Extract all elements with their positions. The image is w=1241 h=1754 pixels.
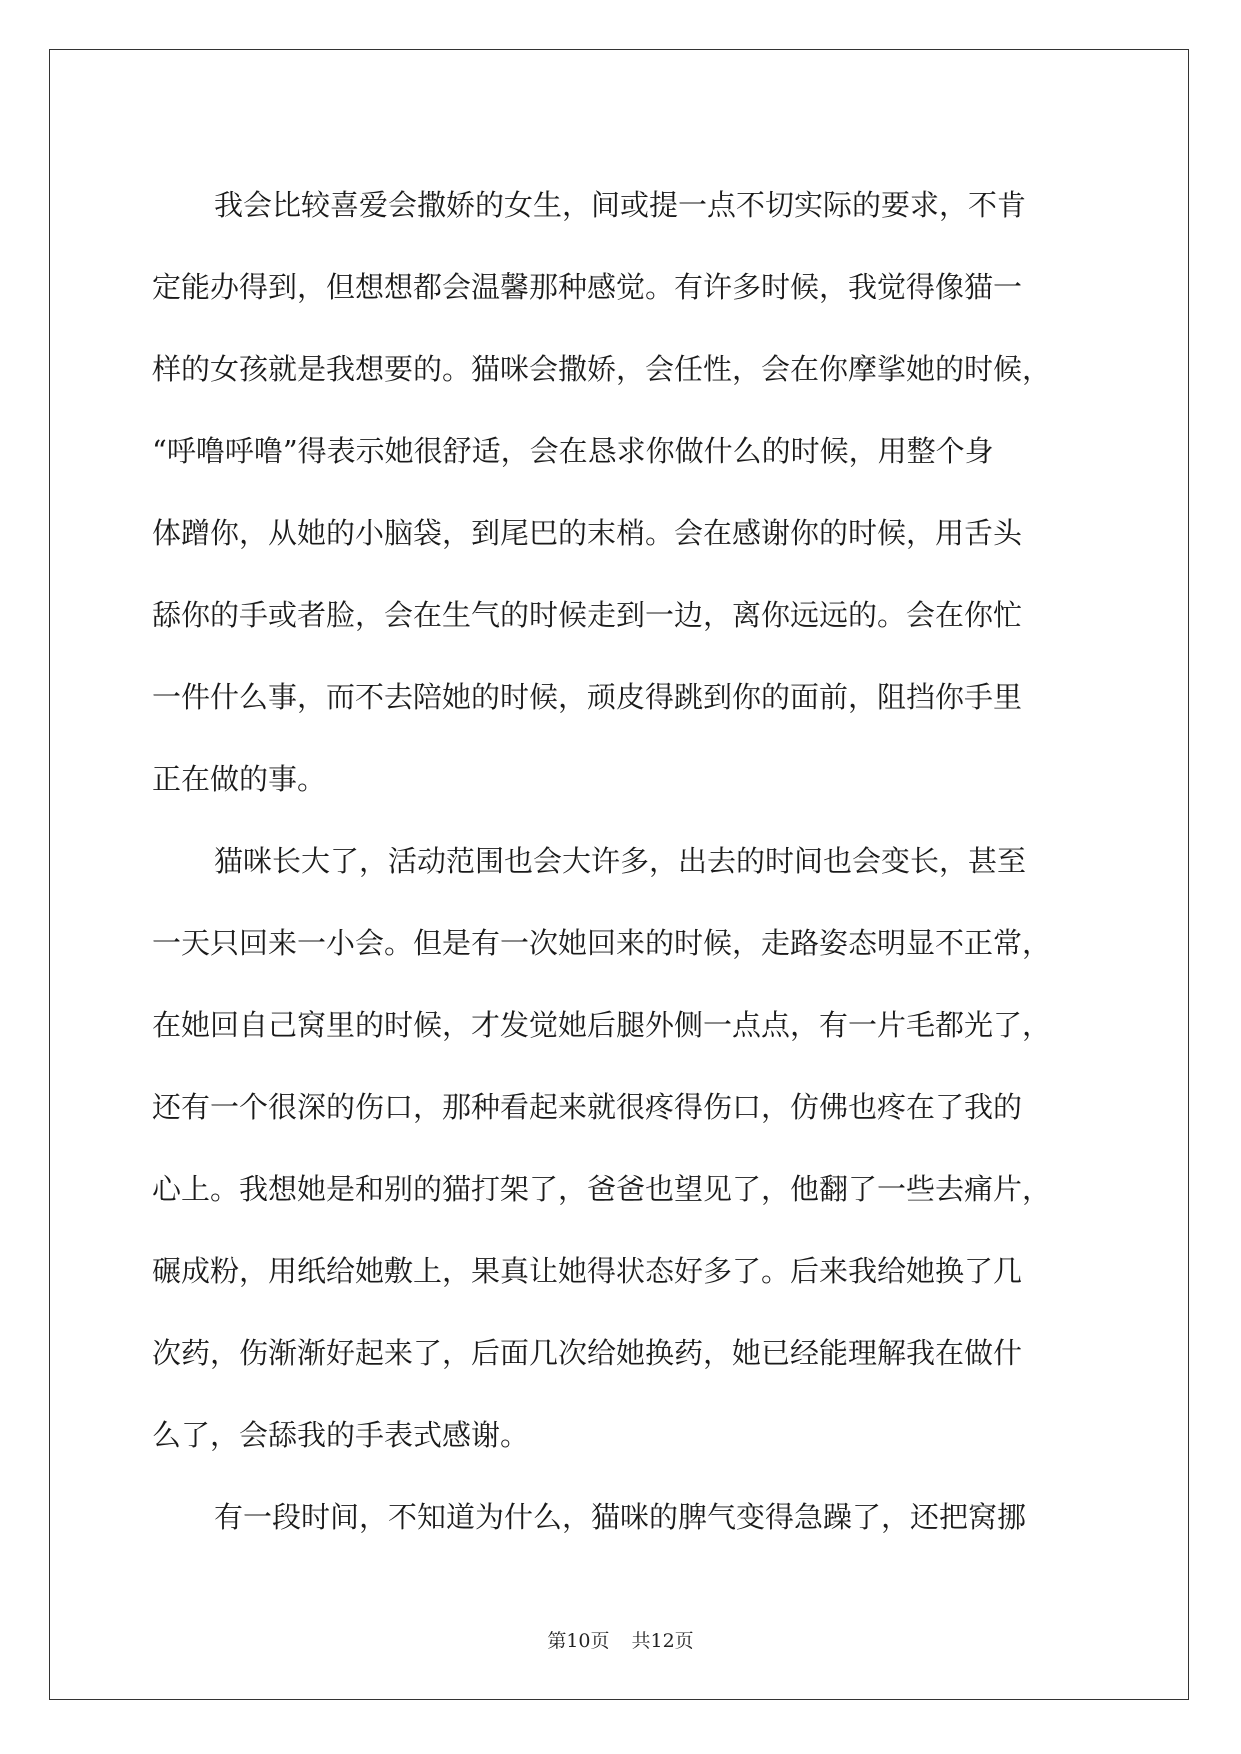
text-line: 在她回自己窝里的时候，才发觉她后腿外侧一点点，有一片毛都光了， xyxy=(152,1008,1052,1042)
text-line: “呼噜呼噜”得表示她很舒适，会在恳求你做什么的时候，用整个身 xyxy=(152,434,994,468)
text-line: 猫咪长大了，活动范围也会大许多，出去的时间也会变长，甚至 xyxy=(214,844,1027,878)
page-number: 第10页 xyxy=(547,1630,610,1652)
paragraph-3 xyxy=(152,1476,1092,1558)
text-line: 定能办得到，但想想都会温馨那种感觉。有许多时候，我觉得像猫一 xyxy=(152,270,1023,304)
text-line: 舔你的手或者脸，会在生气的时候走到一边，离你远远的。会在你忙 xyxy=(152,598,1023,632)
text-line: 次药，伤渐渐好起来了，后面几次给她换药，她已经能理解我在做什 xyxy=(152,1336,1023,1370)
text-line: 正在做的事。 xyxy=(152,762,327,796)
text-line: 还有一个很深的伤口，那种看起来就很疼得伤口，仿佛也疼在了我的 xyxy=(152,1090,1023,1124)
text-line: 么了，会舔我的手表式感谢。 xyxy=(152,1418,530,1452)
text-line: 体蹭你，从她的小脑袋，到尾巴的末梢。会在感谢你的时候，用舌头 xyxy=(152,516,1023,550)
text-line: 心上。我想她是和别的猫打架了，爸爸也望见了，他翻了一些去痛片， xyxy=(152,1172,1052,1206)
text-line: 一天只回来一小会。但是有一次她回来的时候，走路姿态明显不正常， xyxy=(152,926,1052,960)
paragraph-1 xyxy=(152,164,1092,820)
text-line: 有一段时间，不知道为什么，猫咪的脾气变得急躁了，还把窝挪 xyxy=(214,1500,1027,1534)
page-total: 共12页 xyxy=(631,1630,694,1652)
document-body xyxy=(152,164,1092,1558)
text-line: 样的女孩就是我想要的。猫咪会撒娇，会任性，会在你摩挲她的时候， xyxy=(152,352,1052,386)
paragraph-2 xyxy=(152,820,1092,1476)
page-footer xyxy=(0,1626,1241,1653)
text-line: 一件什么事，而不去陪她的时候，顽皮得跳到你的面前，阻挡你手里 xyxy=(152,680,1023,714)
text-line: 我会比较喜爱会撒娇的女生，间或提一点不切实际的要求，不肯 xyxy=(214,188,1027,222)
text-line: 碾成粉，用纸给她敷上，果真让她得状态好多了。后来我给她换了几 xyxy=(152,1254,1023,1288)
